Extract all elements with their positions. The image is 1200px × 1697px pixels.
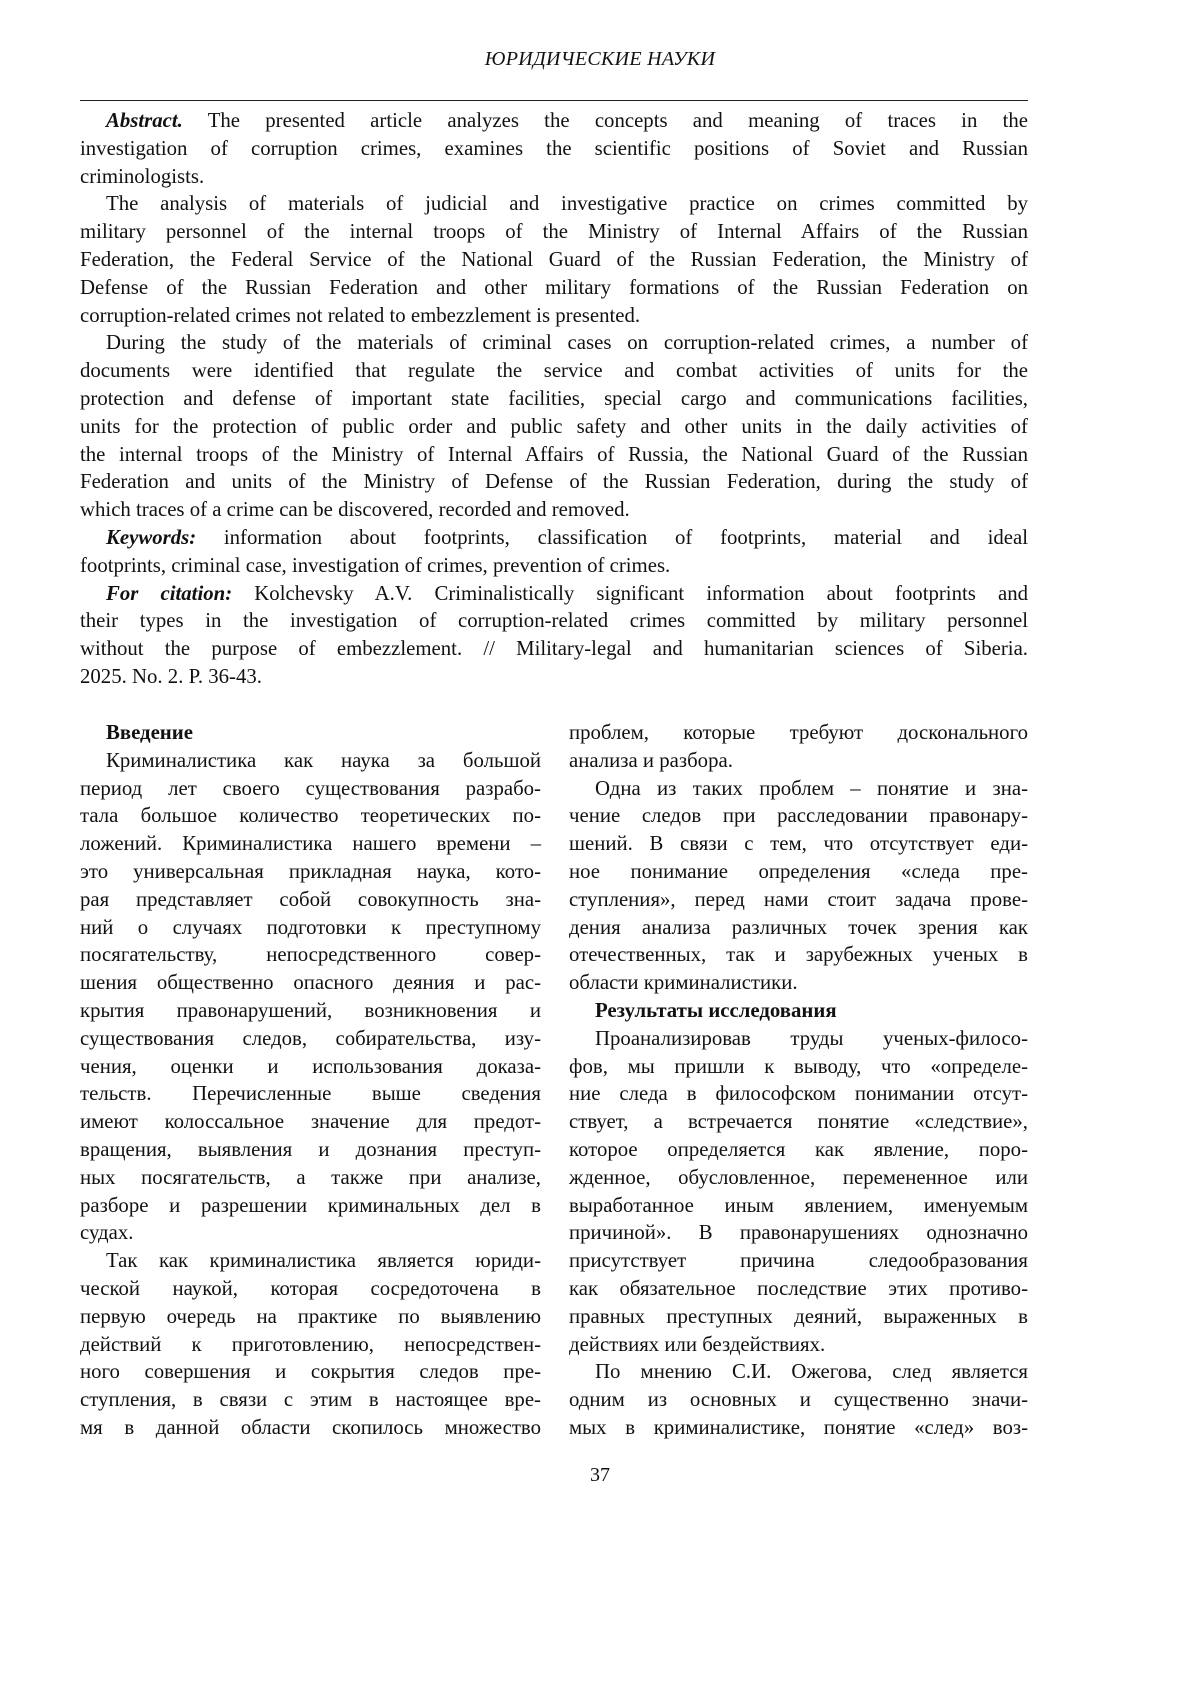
right-column <box>569 719 1028 1442</box>
body-text-line <box>80 747 541 775</box>
abstract-line <box>80 413 1028 441</box>
line-text: вращения, выявления и дознания преступ- <box>80 1137 541 1161</box>
abstract-line <box>80 663 1028 691</box>
page-number: 37 <box>590 1464 610 1486</box>
body-text-line <box>569 1331 1028 1359</box>
line-text: чения, оценки и использования доказа- <box>80 1054 541 1078</box>
line-text: По мнению С.И. Ожегова, след является <box>595 1360 1028 1384</box>
abstract-line <box>80 524 1028 552</box>
line-text: documents were identified that regulate the service and combat activities of units for the <box>80 359 1028 383</box>
body-text-line <box>569 1108 1028 1136</box>
body-text-line <box>80 1275 541 1303</box>
body-text-line <box>569 886 1028 914</box>
line-text: существования следов, собирательства, изу- <box>80 1026 541 1050</box>
line-text: ного совершения и сокрытия следов пре- <box>80 1360 541 1384</box>
body-text-line <box>80 914 541 942</box>
body-text-line <box>569 1164 1028 1192</box>
line-text: тельств. Перечисленные выше сведения <box>80 1082 541 1106</box>
body-text-line <box>569 1192 1028 1220</box>
line-text: анализа и разбора. <box>569 748 733 772</box>
line-text: ний о случаях подготовки к преступному <box>80 915 541 939</box>
abstract-line <box>80 274 1028 302</box>
line-text: ступления», перед нами стоит задача прове- <box>569 887 1028 911</box>
body-text-line <box>569 802 1028 830</box>
body-text-line <box>80 802 541 830</box>
body-text-line <box>80 858 541 886</box>
line-text: правных преступных деяний, выраженных в <box>569 1304 1028 1328</box>
line-text: причиной». В правонарушениях однозначно <box>569 1221 1028 1245</box>
line-text: дения анализа различных точек зрения как <box>569 915 1028 939</box>
line-text: ное понимание определения «следа пре- <box>569 859 1028 883</box>
body-text-line <box>80 1136 541 1164</box>
abstract-line <box>80 607 1028 635</box>
line-text: разборе и разрешении криминальных дел в <box>80 1193 541 1217</box>
line-text: ступления, в связи с этим в настоящее вре- <box>80 1388 541 1412</box>
section-heading: Результаты исследования <box>595 998 837 1022</box>
line-text: рая представляет собой совокупность зна- <box>80 887 541 911</box>
line-text: области криминалистики. <box>569 971 798 995</box>
line-text: ных посягательств, а также при анализе, <box>80 1165 541 1189</box>
line-text: мых в криминалистике, понятие «след» воз- <box>569 1415 1028 1439</box>
abstract-line <box>80 635 1028 663</box>
abstract-line <box>80 580 1028 608</box>
line-text: выработанное иным явлением, именуемым <box>569 1193 1028 1217</box>
line-text: имеют колоссальное значение для предот- <box>80 1110 541 1134</box>
body-text-line <box>80 941 541 969</box>
abstract-line <box>80 302 1028 330</box>
body-text-line <box>569 1358 1028 1386</box>
abstract-line <box>80 468 1028 496</box>
running-header: ЮРИДИЧЕСКИЕ НАУКИ <box>484 48 716 70</box>
body-text-line <box>569 719 1028 747</box>
body-text-line <box>569 1414 1028 1442</box>
abstract-line <box>80 329 1028 357</box>
line-text: Kolchevsky A.V. Criminalistically significant information about footprints and <box>232 581 1029 605</box>
paragraph-lead-label: For citation: <box>106 581 233 605</box>
line-text: the internal troops of the Ministry of Internal Affairs of Russia, the National Guard of the Russian <box>80 442 1028 466</box>
abstract-line <box>80 385 1028 413</box>
line-text: это универсальная прикладная наука, кото- <box>80 859 541 883</box>
body-text-line <box>569 747 1028 775</box>
line-text: ческой наукой, которая сосредоточена в <box>80 1276 541 1300</box>
body-text-line <box>80 1414 541 1442</box>
body-text-line <box>569 1247 1028 1275</box>
body-text-line <box>80 1358 541 1386</box>
line-text: units for the protection of public order and public safety and other units in the daily activities of <box>80 414 1028 438</box>
line-text: Криминалистика как наука за большой <box>106 748 541 772</box>
body-text-line <box>569 969 1028 997</box>
left-column <box>80 719 541 1442</box>
body-text-line <box>569 1219 1028 1247</box>
body-text-line <box>569 941 1028 969</box>
paragraph-lead-label: Keywords: <box>106 525 197 549</box>
line-text: посягательству, непосредственного совер- <box>80 943 541 967</box>
paragraph-lead-label: Abstract. <box>106 109 183 132</box>
abstract-line <box>80 218 1028 246</box>
line-text: ние следа в философском понимании отсут- <box>569 1082 1028 1106</box>
line-text: Одна из таких проблем – понятие и зна- <box>595 776 1028 800</box>
line-text: отечественных, так и зарубежных ученых в <box>569 943 1028 967</box>
line-text: ложений. Криминалистика нашего времени – <box>80 832 541 856</box>
line-text: проблем, которые требуют досконального <box>569 721 1028 744</box>
line-text: период лет своего существования разрабо- <box>80 776 541 800</box>
line-text: крытия правонарушений, возникновения и <box>80 998 541 1022</box>
line-text: Federation, the Federal Service of the National Guard of the Russian Federation, the Ministry of <box>80 247 1028 271</box>
line-text: действиях или бездействиях. <box>569 1332 826 1356</box>
line-text: мя в данной области скопилось множество <box>80 1415 541 1439</box>
abstract-line <box>80 496 1028 524</box>
section-heading: Введение <box>106 721 194 744</box>
line-text: ствует, а встречается понятие «следствие», <box>569 1110 1028 1134</box>
abstract-line <box>80 190 1028 218</box>
body-text-line <box>80 997 541 1025</box>
body-text-line <box>80 830 541 858</box>
body-text-line <box>569 1080 1028 1108</box>
body-text-line <box>80 1053 541 1081</box>
line-text: without the purpose of embezzlement. // Military-legal and humanitarian sciences of Siberia. <box>80 637 1028 661</box>
body-text-line <box>569 775 1028 803</box>
line-text: The presented article analyzes the concepts and meaning of traces in the <box>182 109 1028 132</box>
line-text: which traces of a crime can be discovered, recorded and removed. <box>80 498 630 522</box>
body-text-line <box>569 1025 1028 1053</box>
body-text-line <box>80 1386 541 1414</box>
line-text: одним из основных и существенно значи- <box>569 1388 1028 1412</box>
body-text-line <box>569 830 1028 858</box>
line-text: investigation of corruption crimes, examines the scientific positions of Soviet and Russian <box>80 136 1028 160</box>
body-text-line <box>569 1386 1028 1414</box>
body-text-line <box>80 886 541 914</box>
body-text-line <box>80 969 541 997</box>
body-text-line <box>80 1080 541 1108</box>
line-text: footprints, criminal case, investigation of crimes, prevention of crimes. <box>80 553 671 577</box>
line-text: During the study of the materials of criminal cases on corruption-related crimes, a number of <box>106 331 1028 355</box>
abstract-line <box>80 246 1028 274</box>
line-text: military personnel of the internal troops of the Ministry of Internal Affairs of the Russian <box>80 220 1028 244</box>
body-text-line <box>569 914 1028 942</box>
line-text: чение следов при расследовании правонару- <box>569 804 1028 828</box>
abstract-block <box>80 107 1028 691</box>
body-text-line <box>569 858 1028 886</box>
body-text-line <box>569 1053 1028 1081</box>
body-text-line <box>569 1275 1028 1303</box>
body-text-line <box>80 1219 541 1247</box>
line-text: criminologists. <box>80 164 205 188</box>
line-text: жденное, обусловленное, перемененное или <box>569 1165 1028 1189</box>
line-text: Так как криминалистика является юриди- <box>106 1249 541 1273</box>
abstract-line <box>80 163 1028 191</box>
body-text-line <box>569 1303 1028 1331</box>
body-text-line <box>80 1025 541 1053</box>
line-text: Проанализировав труды ученых-филосо- <box>595 1026 1028 1050</box>
body-text-line <box>80 1247 541 1275</box>
line-text: 2025. No. 2. P. 36-43. <box>80 664 262 688</box>
abstract-line <box>80 135 1028 163</box>
abstract-line <box>80 357 1028 385</box>
line-text: The analysis of materials of judicial and investigative practice on crimes committed by <box>106 192 1028 216</box>
line-text: первую очередь на практике по выявлению <box>80 1304 541 1328</box>
line-text: судах. <box>80 1221 134 1245</box>
header-rule <box>80 100 1028 101</box>
line-text: information about footprints, classification of footprints, material and ideal <box>196 525 1028 549</box>
body-text-line <box>80 1108 541 1136</box>
body-text-line <box>80 775 541 803</box>
line-text: тала большое количество теоретических по- <box>80 804 541 828</box>
body-text-line <box>569 1136 1028 1164</box>
line-text: действий к приготовлению, непосредствен- <box>80 1332 541 1356</box>
body-text-line <box>80 1192 541 1220</box>
line-text: Defense of the Russian Federation and other military formations of the Russian Federation on <box>80 275 1028 299</box>
line-text: their types in the investigation of corruption-related crimes committed by military personnel <box>80 609 1028 633</box>
body-text-line <box>80 1331 541 1359</box>
line-text: шения общественно опасного деяния и рас- <box>80 971 541 995</box>
body-text-line <box>80 1164 541 1192</box>
line-text: фов, мы пришли к выводу, что «определе- <box>569 1054 1028 1078</box>
line-text: присутствует причина следообразования <box>569 1249 1028 1273</box>
line-text: corruption-related crimes not related to embezzlement is presented. <box>80 303 641 327</box>
line-text: как обязательное последствие этих противо- <box>569 1276 1028 1300</box>
line-text: Federation and units of the Ministry of Defense of the Russian Federation, during the study of <box>80 470 1028 494</box>
line-text: шений. В связи с тем, что отсутствует еди- <box>569 832 1028 856</box>
abstract-line <box>80 107 1028 135</box>
line-text: которое определяется как явление, поро- <box>569 1137 1028 1161</box>
line-text: protection and defense of important state facilities, special cargo and communications facilities, <box>80 386 1028 410</box>
abstract-line <box>80 552 1028 580</box>
body-text-line <box>80 1303 541 1331</box>
abstract-line <box>80 441 1028 469</box>
